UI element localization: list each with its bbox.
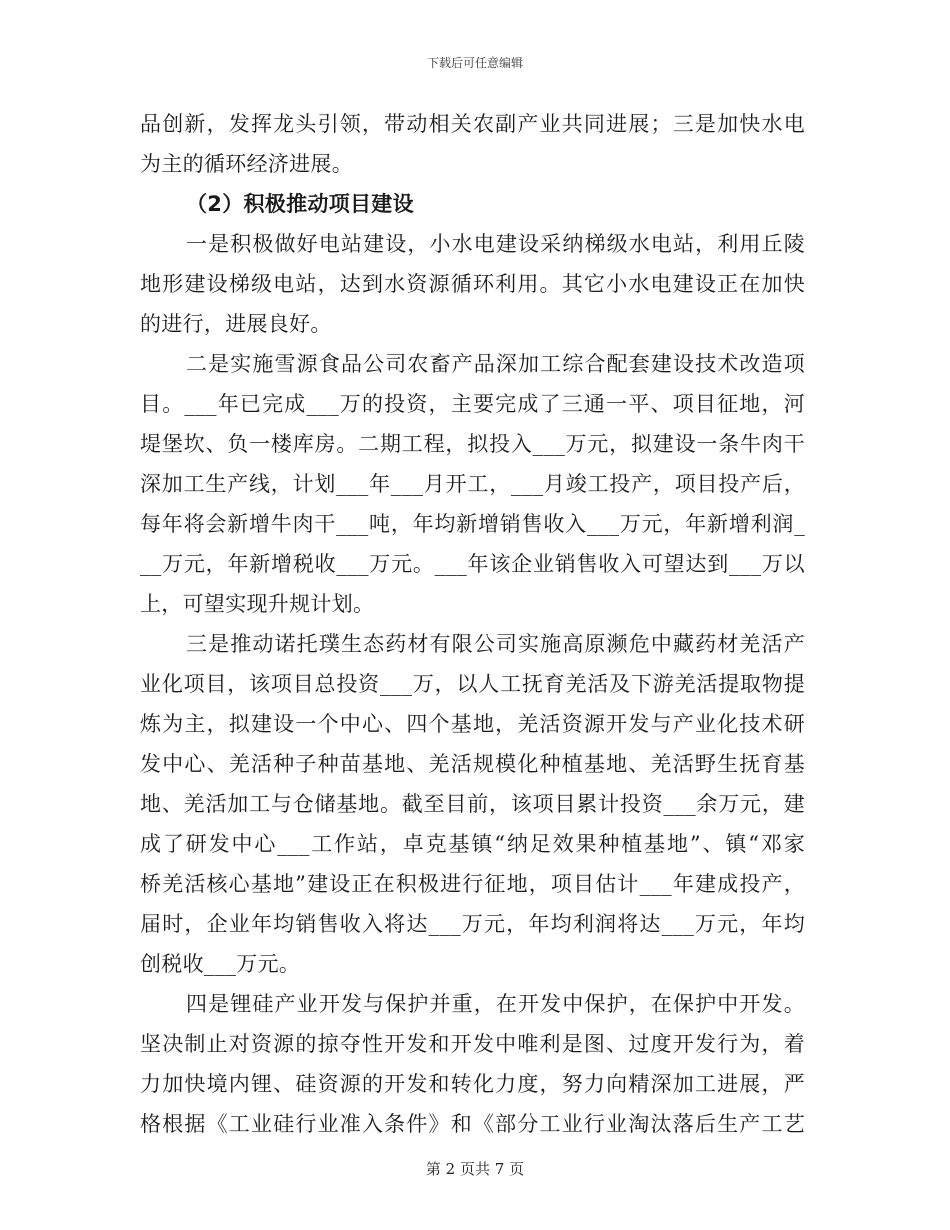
text-line: 四是锂硅产业开发与保护并重，在开发中保护，在保护中开发。 — [186, 992, 805, 1016]
text-line: 创税收___万元。 — [140, 952, 301, 976]
text-line: 为主的循环经济进展。 — [140, 152, 353, 176]
text-line: 桥羌活核心基地”建设正在积极进行征地，项目估计___年建成投产， — [140, 872, 805, 896]
text-line: 坚决制止对资源的掠夺性开发和开发中唯利是图、过度开发行为，着 — [140, 1032, 805, 1056]
text-line: 品创新，发挥龙头引领，带动相关农副产业共同进展；三是加快水电 — [140, 112, 805, 136]
text-line: 深加工生产线，计划___年___月开工，___月竣工投产，项目投产后， — [140, 472, 805, 496]
text-line: 炼为主，拟建设一个中心、四个基地，羌活资源开发与产业化技术研 — [140, 712, 805, 736]
text-line: 目。___年已完成___万的投资，主要完成了三通一平、项目征地，河 — [140, 392, 805, 416]
text-line: 二是实施雪源食品公司农畜产品深加工综合配套建设技术改造项 — [186, 352, 805, 376]
text-line: 的进行，进展良好。 — [140, 312, 332, 336]
text-line: 地形建设梯级电站，达到水资源循环利用。其它小水电建设正在加快 — [140, 272, 805, 296]
page-header-note: 下载后可任意编辑 — [426, 56, 523, 70]
text-line: 上，可望实现升规计划。 — [140, 592, 375, 616]
text-line: 每年将会新增牛肉干___吨，年均新增销售收入___万元，年新增利润_ — [140, 512, 805, 536]
text-line: __万元，年新增税收___万元。___年该企业销售收入可望达到___万以 — [140, 552, 805, 576]
text-line: 成了研发中心___工作站，卓克基镇“纳足效果种植基地”、镇“邓家 — [140, 832, 805, 856]
text-line: 三是推动诺托璞生态药材有限公司实施高原濒危中藏药材羌活产 — [186, 632, 805, 656]
text-line: 力加快境内锂、硅资源的开发和转化力度，努力向精深加工进展，严 — [140, 1072, 805, 1096]
text-line: 届时，企业年均销售收入将达___万元，年均利润将达___万元，年均 — [140, 912, 805, 936]
text-line: 发中心、羌活种子种苗基地、羌活规模化种植基地、羌活野生抚育基 — [140, 752, 805, 776]
document-body — [140, 104, 805, 1144]
text-line: 格根据《工业硅行业准入条件》和《部分工业行业淘汰落后生产工艺 — [140, 1112, 805, 1136]
text-line: 堤堡坎、负一楼库房。二期工程，拟投入___万元，拟建设一条牛肉干 — [140, 432, 805, 456]
text-line: 一是积极做好电站建设，小水电建设采纳梯级水电站，利用丘陵 — [186, 232, 805, 256]
page-number-footer: 第 2 页共 7 页 — [425, 1160, 525, 1178]
text-line: 地、羌活加工与仓储基地。截至目前，该项目累计投资___余万元，建 — [140, 792, 805, 816]
section-heading: （2）积极推动项目建设 — [186, 192, 414, 216]
text-line: 业化项目，该项目总投资___万，以人工抚育羌活及下游羌活提取物提 — [140, 672, 805, 696]
